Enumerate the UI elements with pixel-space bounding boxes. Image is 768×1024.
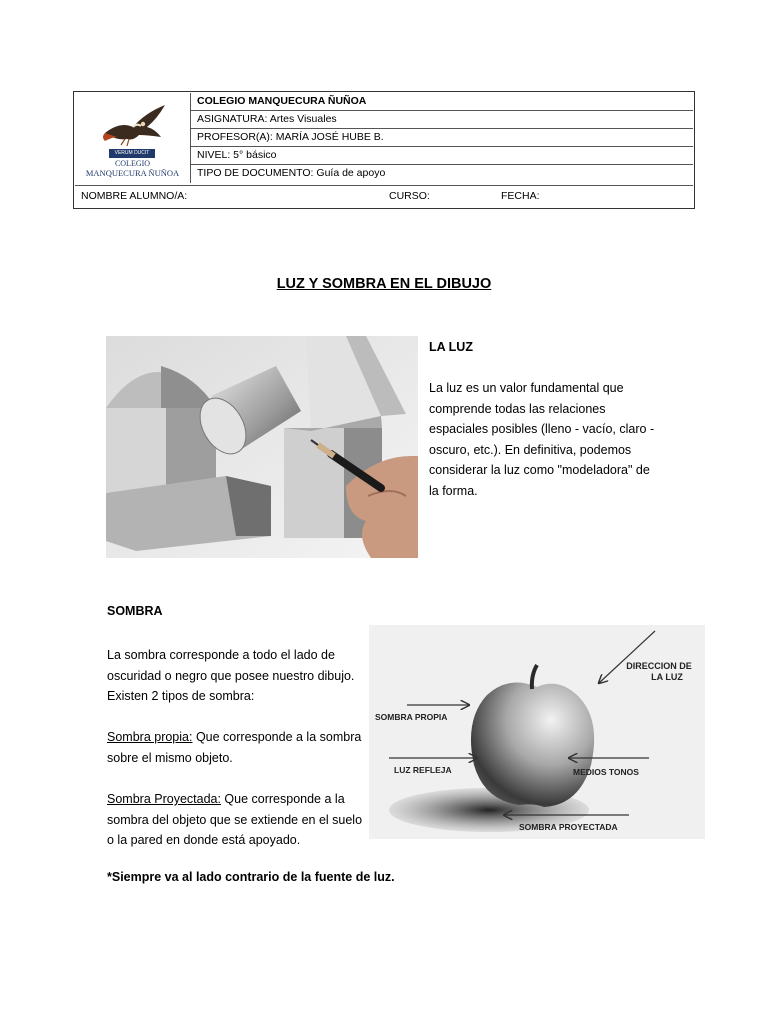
level: NIVEL: 5° básico <box>191 147 693 165</box>
page-title: LUZ Y SOMBRA EN EL DIBUJO <box>276 276 492 292</box>
label-sombra-propia: SOMBRA PROPIA <box>375 712 448 722</box>
shadow-note: *Siempre va al lado contrario de la fuente de luz. <box>107 870 395 884</box>
school-name: COLEGIO MANQUECURA ÑUÑOA <box>191 93 693 111</box>
sombra-propia <box>107 727 363 768</box>
geometric-solids-drawing <box>106 336 418 558</box>
header-info <box>191 93 693 183</box>
label-sombra-proyectada: SOMBRA PROYECTADA <box>519 822 618 832</box>
subject: ASIGNATURA: Artes Visuales <box>191 111 693 129</box>
sombra-propia-text: Que corresponde a la sombra sobre el mismo objeto. <box>107 730 362 765</box>
label-direccion-1: DIRECCION DE <box>626 661 692 671</box>
luz-body: La luz es un valor fundamental que comprende todas las relaciones espaciales posibles (lleno - vacío, claro - oscuro, etc.). En definitiva, podemos considerar la luz como "modeladora" de la forma. <box>429 381 655 498</box>
apple-shading-diagram <box>369 625 705 839</box>
student-label: NOMBRE ALUMNO/A: <box>81 190 188 202</box>
header-table <box>73 91 695 209</box>
label-medios-tonos: MEDIOS TONOS <box>573 767 639 777</box>
sombra-propia-label: Sombra propia: <box>107 730 193 744</box>
doc-type: TIPO DE DOCUMENTO: Guía de apoyo <box>197 167 386 179</box>
sombra-proyectada <box>107 789 363 851</box>
student-row <box>75 185 693 208</box>
luz-heading: LA LUZ <box>429 340 473 354</box>
sombra-proyectada-text: Que corresponde a la sombra del objeto que se extiende en el suelo o la pared en donde está apoyado. <box>107 792 363 847</box>
logo-line1: COLEGIO <box>114 159 151 168</box>
sombra-heading: SOMBRA <box>107 604 163 618</box>
label-luz-refleja: LUZ REFLEJA <box>394 765 452 775</box>
logo-motto: VERUM DUCIT <box>109 149 155 158</box>
logo-line2: MANQUECURA ÑUÑOA <box>85 168 180 178</box>
sombra-intro: La sombra corresponde a todo el lado de oscuridad o negro que posee nuestro dibujo. Existen 2 tipos de sombra: <box>107 648 355 703</box>
sombra-proyectada-label: Sombra Proyectada: <box>107 792 221 806</box>
date-label: FECHA: <box>501 190 540 202</box>
teacher: PROFESOR(A): MARÍA JOSÉ HUBE B. <box>191 129 693 147</box>
school-logo <box>75 93 191 183</box>
label-direccion-2: LA LUZ <box>651 672 683 682</box>
course-label: CURSO: <box>389 190 430 202</box>
